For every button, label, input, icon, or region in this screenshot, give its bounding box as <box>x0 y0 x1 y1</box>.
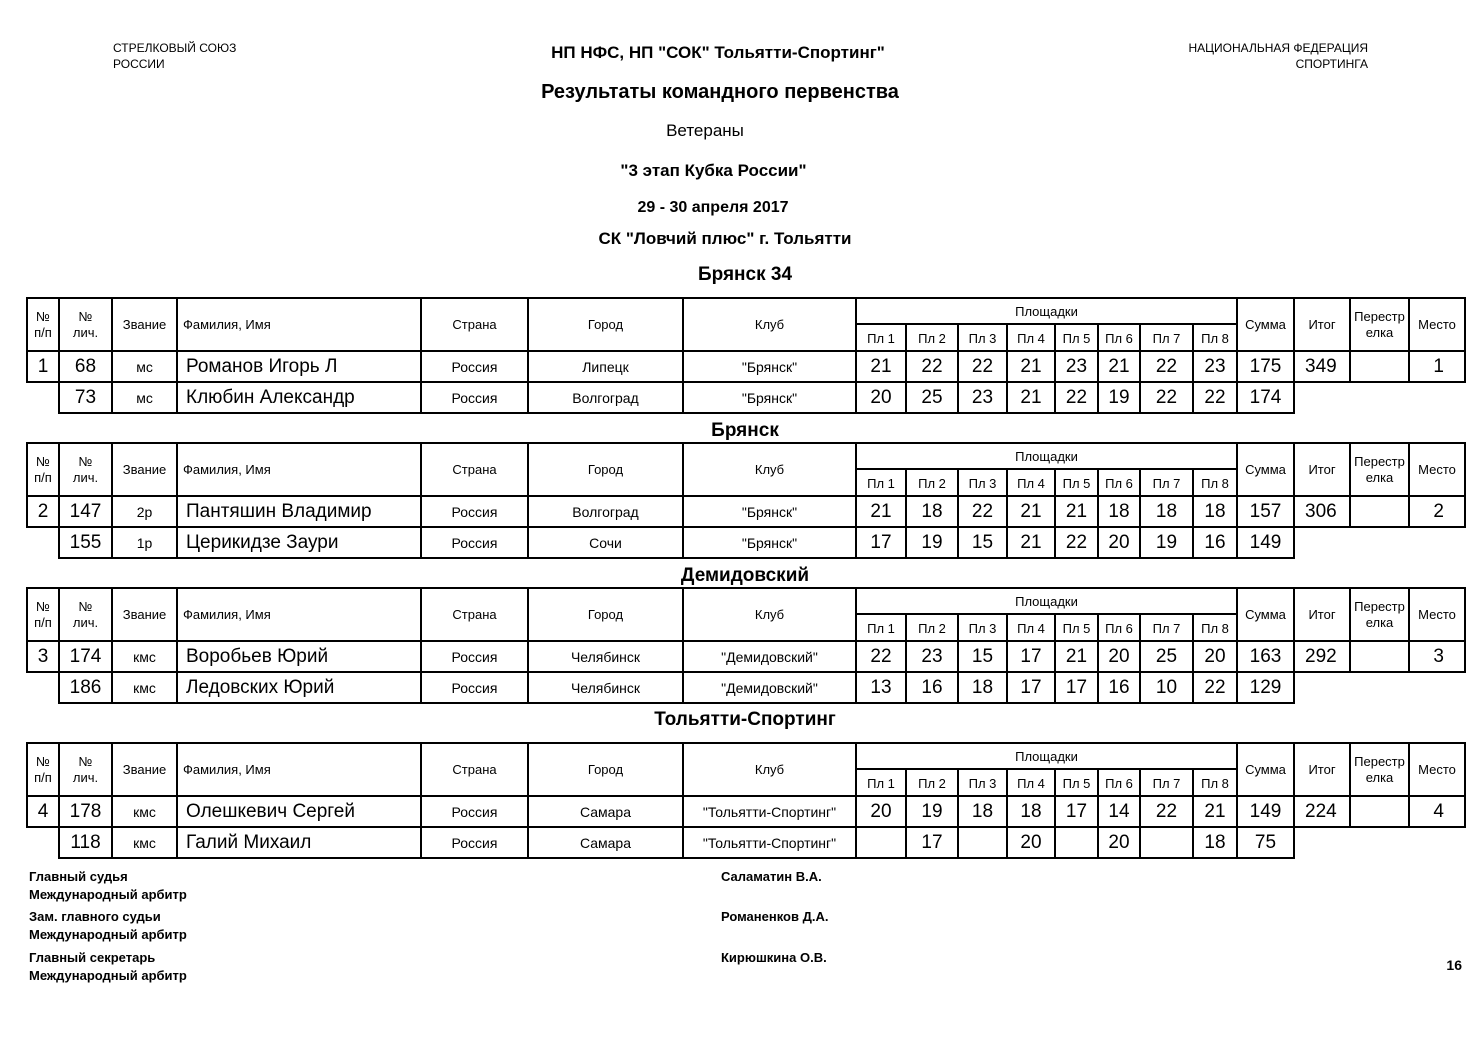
col-header-shootoff-line1: Перестр <box>1354 598 1405 614</box>
license-number: 155 <box>59 527 112 558</box>
page-number: 16 <box>1446 957 1462 973</box>
stand-score: 25 <box>906 382 958 413</box>
stand-score: 21 <box>1055 641 1098 672</box>
col-header-stand: Пл 3 <box>958 769 1007 796</box>
col-header-stand: Пл 6 <box>1098 769 1140 796</box>
col-header-sum: Сумма <box>1237 443 1294 496</box>
col-header-stand: Пл 2 <box>906 469 958 496</box>
team-place: 4 <box>1409 796 1465 827</box>
stand-score: 20 <box>856 796 906 827</box>
rank: кмс <box>112 641 177 672</box>
team-title: Брянск 34 <box>697 264 793 285</box>
col-header-total: Итог <box>1294 298 1350 351</box>
col-header-lic-line2: лич. <box>72 324 99 340</box>
header-row <box>27 443 1465 469</box>
stand-score: 21 <box>1193 796 1237 827</box>
team-position: 3 <box>27 641 59 672</box>
stand-score: 23 <box>906 641 958 672</box>
stand-score: 10 <box>1140 672 1193 703</box>
license-number: 174 <box>59 641 112 672</box>
stand-score: 20 <box>1098 527 1140 558</box>
club: "Брянск" <box>683 351 856 382</box>
rank: 1р <box>112 527 177 558</box>
col-header-lic-line2: лич. <box>72 614 99 630</box>
stand-score: 22 <box>1140 351 1193 382</box>
col-header-stand: Пл 3 <box>958 324 1007 351</box>
col-header-stand: Пл 7 <box>1140 614 1193 641</box>
rank: мс <box>112 351 177 382</box>
col-header-stand: Пл 8 <box>1193 769 1237 796</box>
col-header-stand: Пл 5 <box>1055 469 1098 496</box>
col-header-stand: Пл 4 <box>1007 469 1055 496</box>
col-header-pp-line1: № <box>36 453 50 469</box>
col-header-name: Фамилия, Имя <box>177 743 421 796</box>
stand-score: 19 <box>906 796 958 827</box>
col-header-pp-line2: п/п <box>34 769 52 785</box>
table-row <box>27 351 1465 382</box>
empty-cell <box>1294 672 1465 703</box>
stand-score: 21 <box>1098 351 1140 382</box>
col-header-country: Страна <box>421 298 528 351</box>
col-header-pp-line1: № <box>36 308 50 324</box>
team-total: 292 <box>1294 641 1350 672</box>
table-row <box>27 796 1465 827</box>
organizer: НП НФС, НП "СОК" Тольятти-Спортинг" <box>551 43 885 62</box>
team-position: 2 <box>27 496 59 527</box>
empty-cell <box>1294 382 1465 413</box>
col-header-country: Страна <box>421 588 528 641</box>
team-total: 224 <box>1294 796 1350 827</box>
team-results-table <box>26 742 1466 859</box>
col-header-lic <box>59 443 112 496</box>
col-header-place: Место <box>1409 743 1465 796</box>
stand-score: 17 <box>1055 672 1098 703</box>
empty-cell <box>27 672 59 703</box>
shooter-name: Ледовских Юрий <box>177 672 421 703</box>
stand-score <box>958 827 1007 858</box>
stand-score: 17 <box>1055 796 1098 827</box>
col-header-pp-line2: п/п <box>34 324 52 340</box>
col-header-stand: Пл 4 <box>1007 614 1055 641</box>
header-row <box>27 743 1465 769</box>
country: Россия <box>421 641 528 672</box>
col-header-stand: Пл 3 <box>958 469 1007 496</box>
stand-score: 21 <box>1007 527 1055 558</box>
country: Россия <box>421 527 528 558</box>
official-role: Зам. главного судьи <box>29 909 161 924</box>
official-role: Главный судья <box>29 869 128 884</box>
shooter-name: Олешкевич Сергей <box>177 796 421 827</box>
license-number: 147 <box>59 496 112 527</box>
stand-score: 16 <box>906 672 958 703</box>
col-header-lic-line2: лич. <box>72 469 99 485</box>
license-number: 178 <box>59 796 112 827</box>
club: "Демидовский" <box>683 641 856 672</box>
col-header-stand: Пл 2 <box>906 614 958 641</box>
col-header-shootoff-line1: Перестр <box>1354 308 1405 324</box>
shooter-name: Пантяшин Владимир <box>177 496 421 527</box>
table-row <box>27 496 1465 527</box>
stand-score: 17 <box>906 827 958 858</box>
col-header-stand: Пл 2 <box>906 769 958 796</box>
empty-cell <box>27 382 59 413</box>
country: Россия <box>421 827 528 858</box>
city: Челябинск <box>528 672 683 703</box>
team-results-table <box>26 442 1466 559</box>
col-header-club: Клуб <box>683 588 856 641</box>
col-header-rank: Звание <box>112 443 177 496</box>
city: Самара <box>528 796 683 827</box>
table-row <box>27 382 1465 413</box>
stand-score: 22 <box>958 496 1007 527</box>
col-header-name: Фамилия, Имя <box>177 443 421 496</box>
table-row <box>27 672 1465 703</box>
shootoff <box>1350 796 1409 827</box>
col-header-pp <box>27 298 59 351</box>
official-category: Международный арбитр <box>29 887 187 902</box>
col-header-shootoff-line1: Перестр <box>1354 753 1405 769</box>
rank: кмс <box>112 796 177 827</box>
stand-score: 16 <box>1098 672 1140 703</box>
team-place: 2 <box>1409 496 1465 527</box>
rank: кмс <box>112 827 177 858</box>
team-position: 4 <box>27 796 59 827</box>
sum-score: 149 <box>1237 527 1294 558</box>
city: Волгоград <box>528 496 683 527</box>
col-header-stand: Пл 8 <box>1193 324 1237 351</box>
stand-score: 15 <box>958 527 1007 558</box>
stand-score: 19 <box>906 527 958 558</box>
col-header-stand: Пл 7 <box>1140 469 1193 496</box>
city: Волгоград <box>528 382 683 413</box>
official-category: Международный арбитр <box>29 968 187 983</box>
sum-score: 129 <box>1237 672 1294 703</box>
city: Самара <box>528 827 683 858</box>
license-number: 118 <box>59 827 112 858</box>
col-header-stands-group: Площадки <box>856 588 1237 614</box>
sum-score: 175 <box>1237 351 1294 382</box>
col-header-lic-line1: № <box>78 308 93 324</box>
col-header-pp <box>27 588 59 641</box>
club: "Брянск" <box>683 496 856 527</box>
stand-score: 23 <box>1193 351 1237 382</box>
rank: мс <box>112 382 177 413</box>
org-right-line1: НАЦИОНАЛЬНАЯ ФЕДЕРАЦИЯ <box>1188 41 1368 55</box>
country: Россия <box>421 351 528 382</box>
sum-score: 174 <box>1237 382 1294 413</box>
col-header-pp-line2: п/п <box>34 469 52 485</box>
stand-score: 21 <box>856 351 906 382</box>
col-header-stands-group: Площадки <box>856 443 1237 469</box>
col-header-rank: Звание <box>112 743 177 796</box>
col-header-club: Клуб <box>683 298 856 351</box>
license-number: 68 <box>59 351 112 382</box>
col-header-stand: Пл 4 <box>1007 769 1055 796</box>
col-header-shootoff-line2: елка <box>1365 769 1394 785</box>
stand-score: 18 <box>958 796 1007 827</box>
col-header-city: Город <box>528 443 683 496</box>
col-header-shootoff <box>1350 443 1409 496</box>
club: "Тольятти-Спортинг" <box>683 796 856 827</box>
col-header-city: Город <box>528 743 683 796</box>
stand-score: 22 <box>1140 382 1193 413</box>
col-header-sum: Сумма <box>1237 588 1294 641</box>
team-results-table <box>26 587 1466 704</box>
col-header-city: Город <box>528 588 683 641</box>
table-row <box>27 827 1465 858</box>
shooter-name: Воробьев Юрий <box>177 641 421 672</box>
stand-score: 23 <box>1055 351 1098 382</box>
rank: кмс <box>112 672 177 703</box>
col-header-shootoff-line2: елка <box>1365 324 1394 340</box>
city: Липецк <box>528 351 683 382</box>
stand-score <box>1140 827 1193 858</box>
official-role: Главный секретарь <box>29 950 156 965</box>
col-header-country: Страна <box>421 443 528 496</box>
shooter-name: Клюбин Александр <box>177 382 421 413</box>
table-row <box>27 641 1465 672</box>
team-place: 3 <box>1409 641 1465 672</box>
col-header-total: Итог <box>1294 743 1350 796</box>
col-header-shootoff-line2: елка <box>1365 614 1394 630</box>
stand-score: 22 <box>856 641 906 672</box>
empty-cell <box>1294 527 1465 558</box>
header-row <box>27 588 1465 614</box>
col-header-lic <box>59 588 112 641</box>
col-header-stand: Пл 5 <box>1055 769 1098 796</box>
stand-score: 22 <box>906 351 958 382</box>
team-place: 1 <box>1409 351 1465 382</box>
col-header-club: Клуб <box>683 443 856 496</box>
stand-score: 15 <box>958 641 1007 672</box>
org-left-line2: РОССИИ <box>113 57 165 71</box>
stand-score: 18 <box>1007 796 1055 827</box>
stand-score: 22 <box>958 351 1007 382</box>
team-total: 306 <box>1294 496 1350 527</box>
col-header-stand: Пл 4 <box>1007 324 1055 351</box>
shooter-name: Церикидзе Заури <box>177 527 421 558</box>
col-header-place: Место <box>1409 443 1465 496</box>
stand-score: 22 <box>1140 796 1193 827</box>
col-header-pp-line1: № <box>36 753 50 769</box>
empty-cell <box>1294 827 1465 858</box>
license-number: 186 <box>59 672 112 703</box>
team-title: Брянск <box>711 420 779 441</box>
official-name: Саламатин В.А. <box>721 869 822 884</box>
stand-score: 20 <box>1098 827 1140 858</box>
license-number: 73 <box>59 382 112 413</box>
col-header-lic <box>59 743 112 796</box>
col-header-shootoff <box>1350 588 1409 641</box>
table-row <box>27 527 1465 558</box>
empty-cell <box>27 827 59 858</box>
col-header-pp <box>27 743 59 796</box>
col-header-stand: Пл 1 <box>856 324 906 351</box>
event-dates: 29 - 30 апреля 2017 <box>637 199 789 216</box>
stand-score: 21 <box>856 496 906 527</box>
stand-score: 19 <box>1140 527 1193 558</box>
page-title: Результаты командного первенства <box>541 81 899 103</box>
stand-score: 18 <box>906 496 958 527</box>
country: Россия <box>421 382 528 413</box>
col-header-stand: Пл 8 <box>1193 469 1237 496</box>
club: "Тольятти-Спортинг" <box>683 827 856 858</box>
shooter-name: Романов Игорь Л <box>177 351 421 382</box>
col-header-name: Фамилия, Имя <box>177 298 421 351</box>
stand-score: 17 <box>856 527 906 558</box>
col-header-total: Итог <box>1294 443 1350 496</box>
stand-score: 22 <box>1055 527 1098 558</box>
org-left-line1: СТРЕЛКОВЫЙ СОЮЗ <box>113 41 237 55</box>
col-header-place: Место <box>1409 298 1465 351</box>
col-header-lic-line2: лич. <box>72 769 99 785</box>
stand-score: 22 <box>1193 382 1237 413</box>
stand-score: 19 <box>1098 382 1140 413</box>
stand-score: 22 <box>1055 382 1098 413</box>
stand-score: 20 <box>856 382 906 413</box>
col-header-pp-line2: п/п <box>34 614 52 630</box>
col-header-country: Страна <box>421 743 528 796</box>
col-header-lic-line1: № <box>78 598 93 614</box>
col-header-stands-group: Площадки <box>856 743 1237 769</box>
club: "Демидовский" <box>683 672 856 703</box>
col-header-city: Город <box>528 298 683 351</box>
col-header-club: Клуб <box>683 743 856 796</box>
team-results-table <box>26 297 1466 414</box>
sum-score: 157 <box>1237 496 1294 527</box>
stand-score: 20 <box>1007 827 1055 858</box>
col-header-shootoff-line2: елка <box>1365 469 1394 485</box>
col-header-stand: Пл 5 <box>1055 614 1098 641</box>
col-header-lic <box>59 298 112 351</box>
stand-score: 21 <box>1007 496 1055 527</box>
club: "Брянск" <box>683 382 856 413</box>
shooter-name: Галий Михаил <box>177 827 421 858</box>
header-row <box>27 298 1465 324</box>
col-header-stand: Пл 7 <box>1140 324 1193 351</box>
city: Челябинск <box>528 641 683 672</box>
official-name: Романенков Д.А. <box>721 909 829 924</box>
official-category: Международный арбитр <box>29 927 187 942</box>
col-header-pp-line1: № <box>36 598 50 614</box>
team-title: Демидовский <box>680 565 810 586</box>
rank: 2р <box>112 496 177 527</box>
col-header-stand: Пл 8 <box>1193 614 1237 641</box>
col-header-stand: Пл 6 <box>1098 614 1140 641</box>
stand-score: 18 <box>958 672 1007 703</box>
col-header-total: Итог <box>1294 588 1350 641</box>
sum-score: 163 <box>1237 641 1294 672</box>
stand-score: 16 <box>1193 527 1237 558</box>
stand-score <box>1055 827 1098 858</box>
col-header-stand: Пл 1 <box>856 469 906 496</box>
stand-score: 18 <box>1140 496 1193 527</box>
stand-score: 23 <box>958 382 1007 413</box>
category: Ветераны <box>666 121 744 140</box>
col-header-pp <box>27 443 59 496</box>
col-header-stand: Пл 2 <box>906 324 958 351</box>
stand-score: 14 <box>1098 796 1140 827</box>
col-header-stand: Пл 7 <box>1140 769 1193 796</box>
col-header-sum: Сумма <box>1237 298 1294 351</box>
club: "Брянск" <box>683 527 856 558</box>
stand-score: 22 <box>1193 672 1237 703</box>
country: Россия <box>421 672 528 703</box>
stand-score: 25 <box>1140 641 1193 672</box>
stand-score: 17 <box>1007 672 1055 703</box>
col-header-rank: Звание <box>112 588 177 641</box>
col-header-stand: Пл 5 <box>1055 324 1098 351</box>
col-header-stand: Пл 3 <box>958 614 1007 641</box>
stand-score: 13 <box>856 672 906 703</box>
empty-cell <box>27 527 59 558</box>
col-header-shootoff-line1: Перестр <box>1354 453 1405 469</box>
country: Россия <box>421 796 528 827</box>
col-header-stand: Пл 6 <box>1098 469 1140 496</box>
event-name: "3 этап Кубка России" <box>620 161 807 180</box>
col-header-place: Место <box>1409 588 1465 641</box>
stand-score <box>856 827 906 858</box>
col-header-lic-line1: № <box>78 753 93 769</box>
city: Сочи <box>528 527 683 558</box>
sum-score: 149 <box>1237 796 1294 827</box>
stand-score: 17 <box>1007 641 1055 672</box>
col-header-stand: Пл 6 <box>1098 324 1140 351</box>
col-header-stand: Пл 1 <box>856 614 906 641</box>
shootoff <box>1350 496 1409 527</box>
col-header-lic-line1: № <box>78 453 93 469</box>
stand-score: 18 <box>1098 496 1140 527</box>
col-header-rank: Звание <box>112 298 177 351</box>
stand-score: 21 <box>1007 382 1055 413</box>
shootoff <box>1350 351 1409 382</box>
stand-score: 21 <box>1007 351 1055 382</box>
venue: СК "Ловчий плюс" г. Тольятти <box>598 229 852 248</box>
col-header-sum: Сумма <box>1237 743 1294 796</box>
stand-score: 20 <box>1193 641 1237 672</box>
stand-score: 18 <box>1193 496 1237 527</box>
stand-score: 18 <box>1193 827 1237 858</box>
team-title: Тольятти-Спортинг <box>654 709 836 730</box>
col-header-name: Фамилия, Имя <box>177 588 421 641</box>
col-header-stands-group: Площадки <box>856 298 1237 324</box>
org-right-line2: СПОРТИНГА <box>1295 57 1368 71</box>
stand-score: 21 <box>1055 496 1098 527</box>
col-header-shootoff <box>1350 743 1409 796</box>
shootoff <box>1350 641 1409 672</box>
country: Россия <box>421 496 528 527</box>
col-header-stand: Пл 1 <box>856 769 906 796</box>
team-total: 349 <box>1294 351 1350 382</box>
team-position: 1 <box>27 351 59 382</box>
stand-score: 20 <box>1098 641 1140 672</box>
sum-score: 75 <box>1237 827 1294 858</box>
col-header-shootoff <box>1350 298 1409 351</box>
official-name: Кирюшкина О.В. <box>721 950 827 965</box>
